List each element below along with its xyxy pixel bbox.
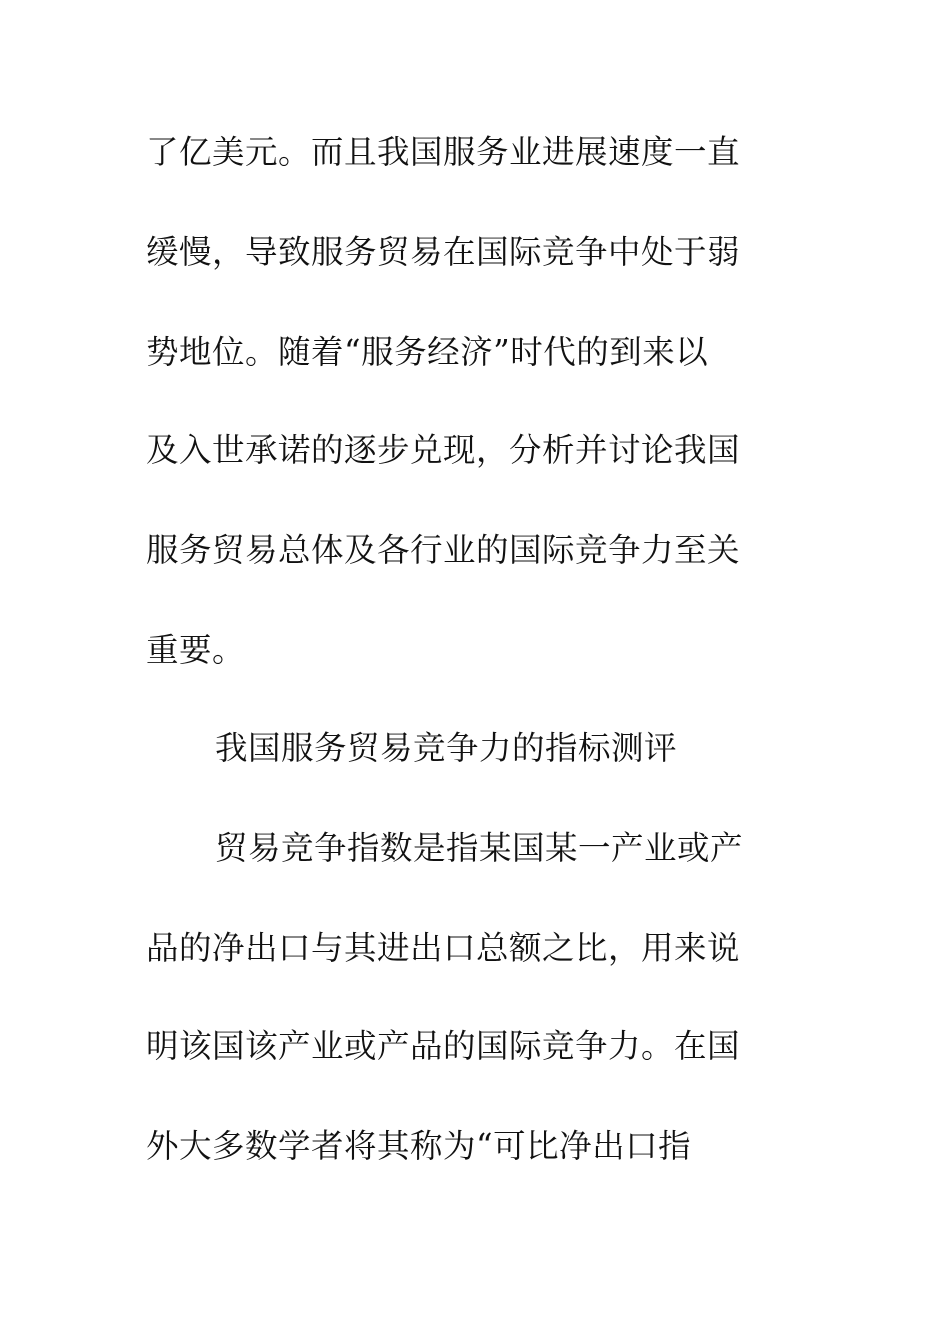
paragraph-line: 了亿美元。而且我国服务业进展速度一直: [146, 133, 741, 171]
paragraph-line: 及入世承诺的逐步兑现，分析并讨论我国: [146, 431, 741, 469]
paragraph-line: 服务贸易总体及各行业的国际竞争力至关: [146, 531, 741, 569]
paragraph-line: 品的净出口与其进出口总额之比，用来说: [146, 929, 741, 967]
paragraph-line: 势地位。随着“服务经济”时代的到来以: [146, 333, 709, 371]
paragraph-line: 缓慢，导致服务贸易在国际竞争中处于弱: [146, 233, 741, 271]
paragraph-line: 贸易竞争指数是指某国某一产业或产: [215, 829, 744, 867]
paragraph-line: 重要。: [146, 631, 246, 669]
section-heading: 我国服务贸易竞争力的指标测评: [215, 729, 678, 767]
paragraph-line: 外大多数学者将其称为“可比净出口指: [146, 1127, 692, 1165]
paragraph-line: 明该国该产业或产品的国际竞争力。在国: [146, 1027, 741, 1065]
